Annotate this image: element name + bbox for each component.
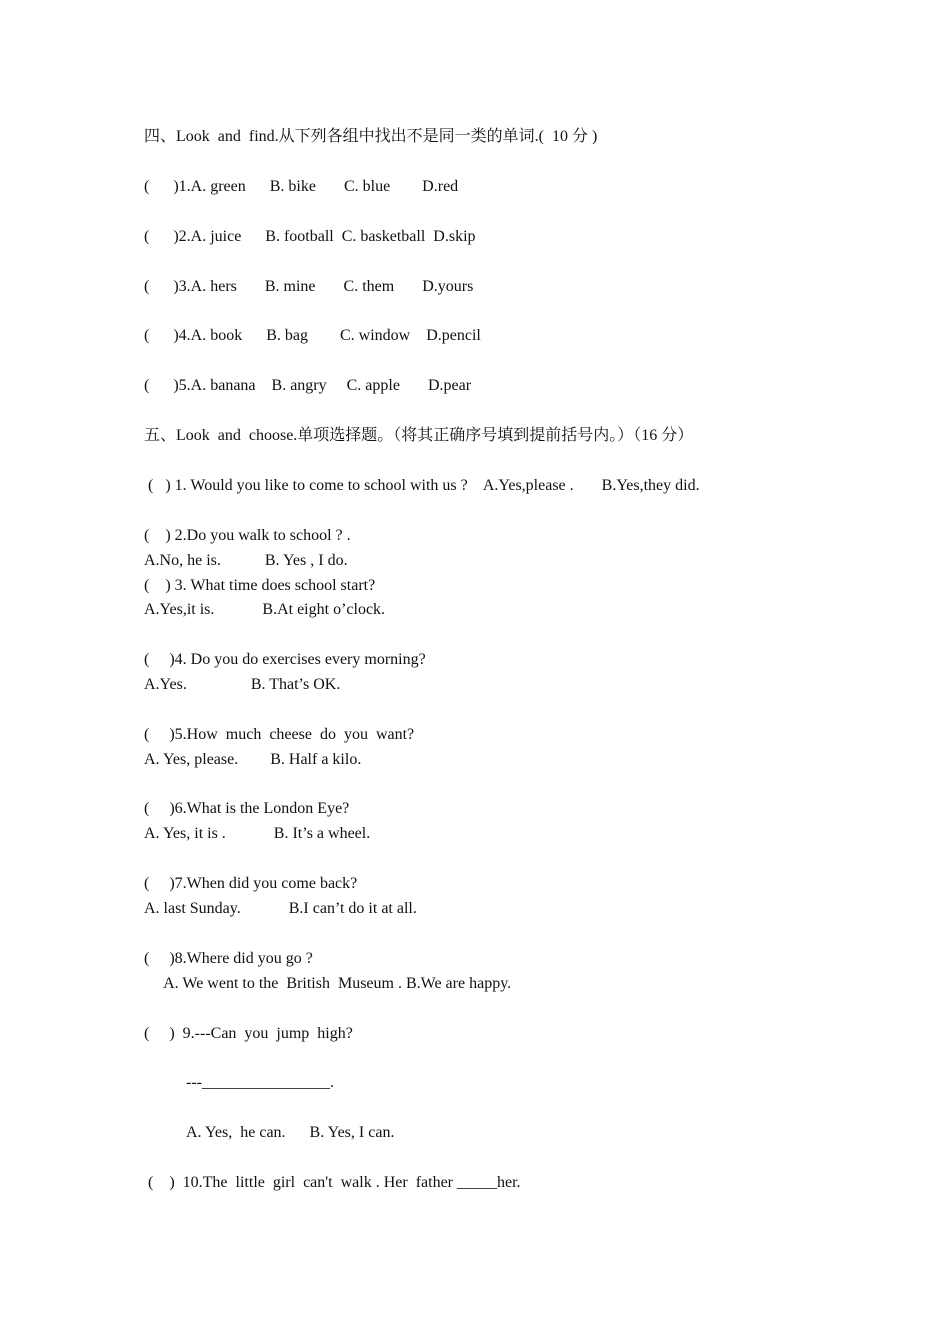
question-4: ( )4. Do you do exercises every morning?: [144, 651, 426, 668]
question-6: ( )6.What is the London Eye?: [144, 800, 350, 817]
question-8-options: A. We went to the British Museum . B.We are happy.: [144, 975, 512, 992]
question-4-options: A.Yes. B. That’s OK.: [144, 676, 341, 693]
section4-item-3: ( )3.A. hers B. mine C. them D.yours: [144, 278, 474, 295]
question-3: ( ) 3. What time does school start?: [144, 577, 376, 594]
question-5: ( )5.How much cheese do you want?: [144, 726, 415, 743]
question-1: ( ) 1. Would you like to come to school with us ? A.Yes,please . B.Yes,they did.: [144, 477, 700, 494]
question-9-answer-blank: ---________________.: [186, 1074, 334, 1091]
question-5-options: A. Yes, please. B. Half a kilo.: [144, 751, 362, 768]
question-2-options: A.No, he is. B. Yes , I do.: [144, 552, 348, 569]
question-3-options: A.Yes,it is. B.At eight o’clock.: [144, 601, 386, 618]
section4-item-5: ( )5.A. banana B. angry C. apple D.pear: [144, 377, 472, 394]
section4-title: 四、Look and find.从下列各组中找出不是同一类的单词.( 10 分 ): [144, 128, 598, 145]
question-7: ( )7.When did you come back?: [144, 875, 358, 892]
question-2: ( ) 2.Do you walk to school ? .: [144, 527, 351, 544]
section4-item-2: ( )2.A. juice B. football C. basketball D.skip: [144, 228, 476, 245]
section4-item-4: ( )4.A. book B. bag C. window D.pencil: [144, 327, 481, 344]
section4-item-1: ( )1.A. green B. bike C. blue D.red: [144, 178, 459, 195]
question-7-options: A. last Sunday. B.I can’t do it at all.: [144, 900, 417, 917]
question-10: ( ) 10.The little girl can't walk . Her father _____her.: [144, 1174, 521, 1191]
question-9: ( ) 9.---Can you jump high?: [144, 1025, 353, 1042]
question-9-options: A. Yes, he can. B. Yes, I can.: [186, 1124, 395, 1141]
section5-title: 五、Look and choose.单项选择题。（将其正确序号填到提前括号内。）（16 分）: [144, 427, 694, 444]
question-8: ( )8.Where did you go ?: [144, 950, 313, 967]
question-6-options: A. Yes, it is . B. It’s a wheel.: [144, 825, 371, 842]
